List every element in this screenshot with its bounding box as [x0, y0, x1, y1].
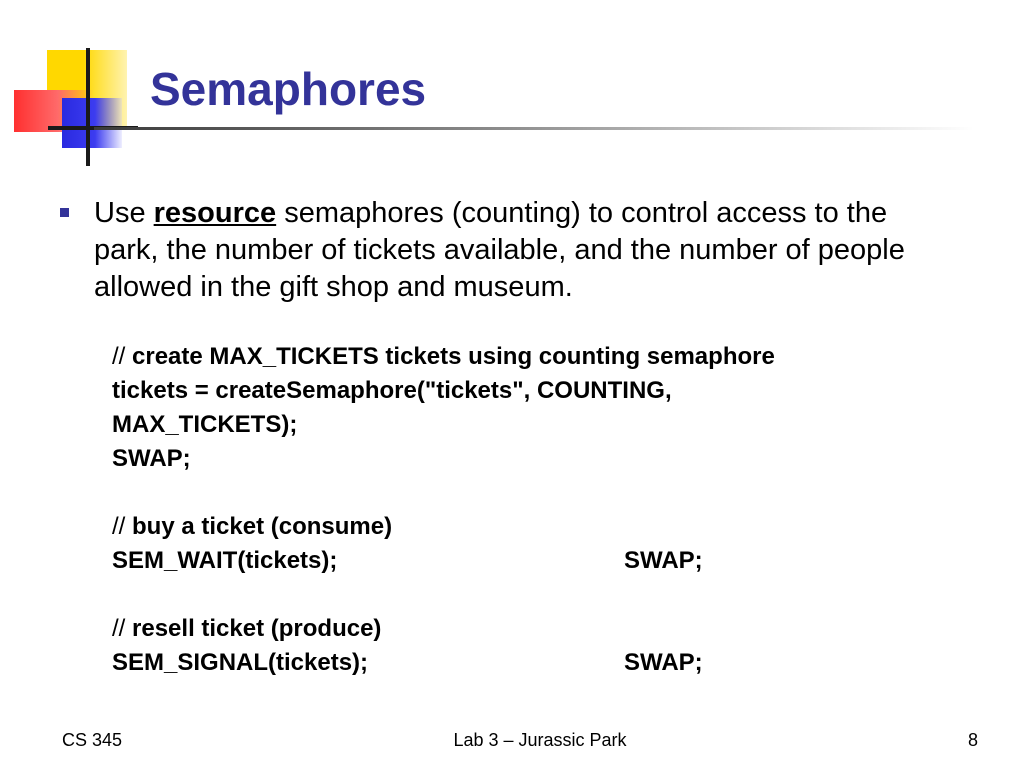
code-block-create	[112, 340, 932, 476]
square-bullet-icon	[60, 208, 69, 217]
logo-blue-square	[62, 98, 122, 148]
code-line: MAX_TICKETS);	[112, 411, 298, 438]
title-underline	[94, 127, 974, 130]
code-statement: SEM_WAIT(tickets);	[112, 547, 338, 574]
code-swap: SWAP;	[624, 649, 703, 676]
bullet-text	[94, 195, 944, 306]
footer-page-number: 8	[968, 730, 979, 750]
bullet-keyword: resource	[153, 197, 277, 229]
comment-marker: //	[112, 513, 126, 540]
comment-text: resell ticket (produce)	[125, 615, 382, 642]
code-line	[112, 544, 932, 578]
code-comment	[112, 612, 932, 646]
comment-marker: //	[112, 615, 126, 642]
code-line	[112, 646, 932, 680]
comment-marker: //	[112, 343, 126, 370]
code-block-consume	[112, 510, 932, 578]
footer-title: Lab 3 – Jurassic Park	[453, 730, 627, 750]
code-line: tickets = createSemaphore("tickets", COUNTING,	[112, 377, 672, 404]
code-comment	[112, 510, 932, 544]
bullet-suffix: semaphores (counting) to control access to the park, the number of tickets available, and the number of people allowed in the gift shop and museum.	[94, 197, 905, 303]
code-block-produce	[112, 612, 932, 680]
bullet-prefix: Use	[94, 197, 154, 229]
footer-course: CS 345	[62, 730, 123, 750]
code-comment	[112, 340, 932, 374]
logo-vertical-line	[86, 48, 90, 166]
code-line: SWAP;	[112, 445, 191, 472]
comment-text: create MAX_TICKETS tickets using counting semaphore	[125, 343, 775, 370]
code-swap: SWAP;	[624, 547, 703, 574]
comment-text: buy a ticket (consume)	[125, 513, 393, 540]
slide-title: Semaphores	[150, 63, 427, 115]
code-statement: SEM_SIGNAL(tickets);	[112, 649, 369, 676]
corner-logo	[0, 0, 150, 170]
